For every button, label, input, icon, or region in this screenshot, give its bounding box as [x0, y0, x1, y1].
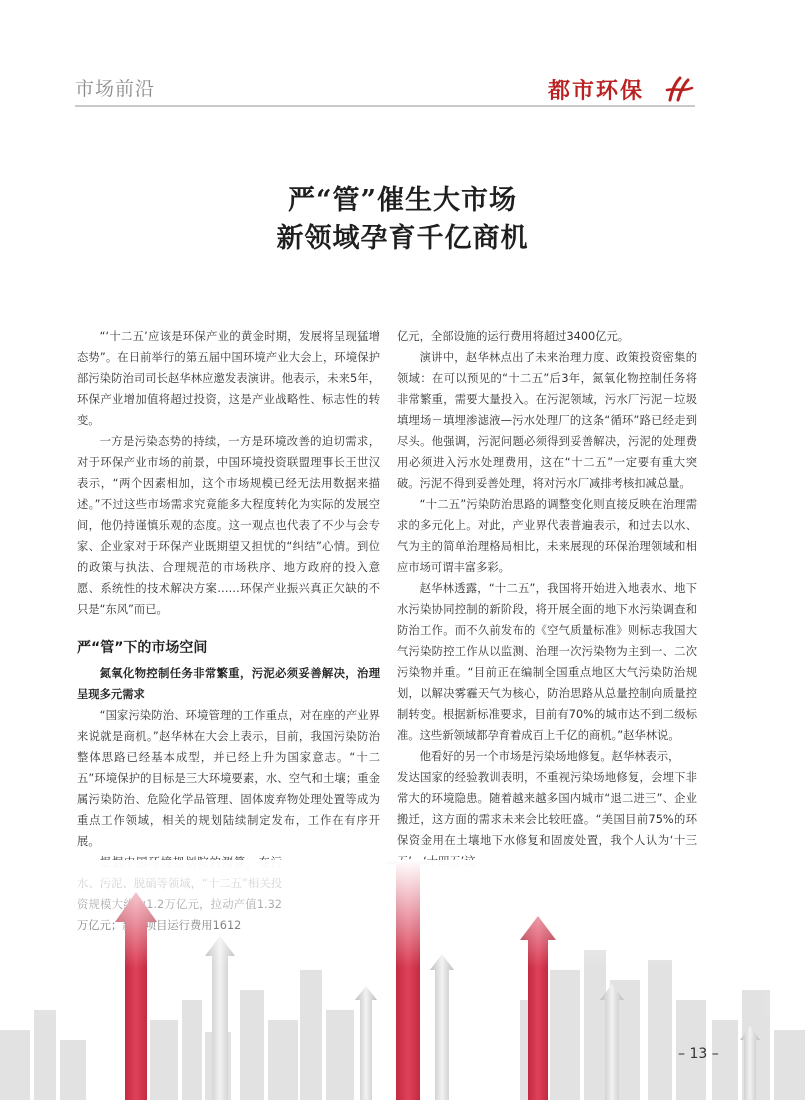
page-number: – 13 – — [678, 1046, 719, 1062]
paragraph: 亿元，全部设施的运行费用将超过3400亿元。 — [397, 330, 630, 343]
city-skyline-illustration — [0, 860, 805, 1100]
article-title-line-1: 严“管”催生大市场 — [287, 185, 518, 216]
section-subheading: 氮氧化物控制任务非常繁重，污泥必须妥善解决，治理呈现多元需求 — [77, 667, 380, 701]
section-label: 市场前沿 — [75, 78, 156, 100]
article-title-line-2: 新领域孕育千亿商机 — [276, 223, 529, 254]
paragraph: 一方是污染态势的持续，一方是环境改善的迫切需求，对于环保产业市场的前景，中国环境投资联盟理事长王世汉表示，“两个因素相加，这个市场规模已经无法用数据来描述。”不过这些市场需求究竟能多大程度转化为实际的发展空间，他仍持谨慎乐观的态度。这一观点也代表了不少与会专家、企业家对于环保产业既期望又担忧的“纠结”心情。到位的政策与执法、合理规范的市场秩序、地方政府的投入意愿、系统性的技术解决方案……环保产业振兴真正欠缺的不只是“东风”而已。 — [77, 435, 380, 616]
paragraph: 演讲中，赵华林点出了未来治理力度、政策投资密集的领域：在可以预见的“十二五”后3年，氮氧化物控制任务将非常繁重，需要大量投入。在污泥领域，污水厂污泥－垃圾填埋场－填埋渗滤液—污水处理厂的这条“循环”路已经走到尽头。他强调，污泥问题必须得到妥善解决，污泥的处理费用必须进入污水处理费用，这在“十二五”一定要有重大突破。污泥不得到妥善处理，将对污水厂减排考核扣减总量。 — [397, 351, 697, 490]
right-column — [397, 326, 697, 872]
left-column — [77, 326, 380, 936]
paragraph: “十二五”污染防治思路的调整变化则直接反映在治理需求的多元化上。对此，产业界代表普遍表示，和过去以水、气为主的简单治理格局相比，未来展现的环保治理领域和相应市场可谓丰富多彩。 — [397, 498, 697, 574]
paragraph: 发达国家的经验教训表明，不重视污染场地修复，会埋下非常大的环境隐患。随着越来越多国内城市“退二进三”、企业搬迁，这方面的需求未来会比较旺盛。“美国目前75%的环保资金用在土壤地下水修复和固废处置，我个人认为‘十三 — [397, 771, 697, 847]
paragraph: 他看好的另一个市场是污染场地修复。赵华林表示， — [419, 750, 680, 763]
header-divider — [75, 105, 695, 107]
paragraph: “‘十二五’应该是环保产业的黄金时期，发展将呈现猛增态势”。在日前举行的第五届中国环境产业大会上，环境保护部污染防治司司长赵华林应邀发表演讲。他表示，未来5年，环保产业增加值将超过投资，这是产业战略性、标志性的转变。 — [77, 330, 380, 427]
section-heading: 严“管”下的市场空间 — [77, 640, 208, 656]
paragraph: 赵华林透露，“十二五”，我国将开始进入地表水、地下水污染协同控制的新阶段，将开展全面的地下水污染调查和防治工作。而不久前发布的《空气质量标准》则标志我国大气污染防控工作从以监测、治理一次污染物为主到一、二次污染物并重。“目前正在编制全国重点地区大气污染防治规划，以解决雾霾天气为核心，防治思路从总量控制向质量控制转变。根据新标准要求，目前有70%的城市达不到二级标准。这些新领域都孕育着成百上千亿的商机。”赵华林说。 — [397, 582, 697, 742]
magazine-brand: 都市环保 — [548, 79, 645, 104]
brand-logo-icon — [664, 72, 694, 106]
paragraph: “国家污染防治、环境管理的工作重点，对在座的产业界来说就是商机。”赵华林在大会上表示，目前，我国污染防治整体思路已经基本成型，并已经上升为国家意志。“十二五”环境保护的目标是三大环境要素，水、空气和土壤；重金属污染防治、危险化学品管理、固体废弃物处理处置等成为重点工作领域，相关的规划陆续制定发布，工作在有序开展。 — [77, 709, 380, 848]
